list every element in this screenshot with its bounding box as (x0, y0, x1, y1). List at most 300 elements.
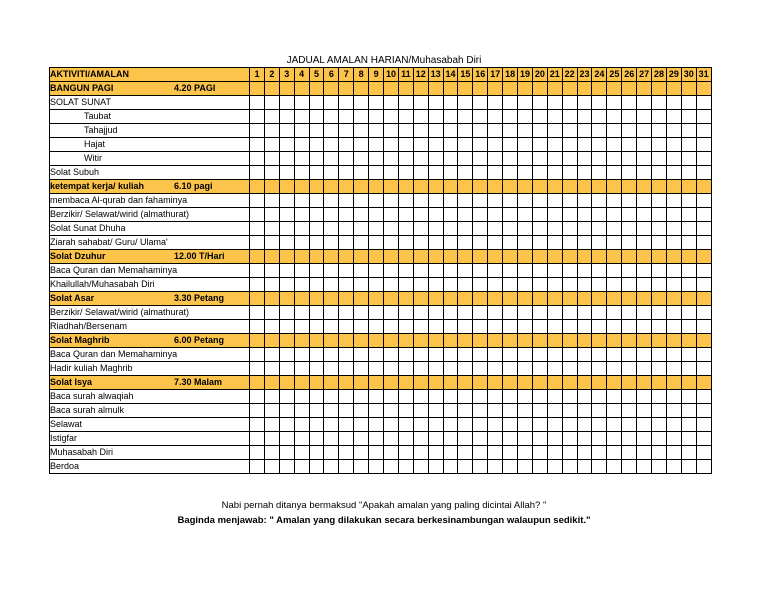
day-checkbox-cell[interactable] (339, 208, 354, 222)
day-checkbox-cell[interactable] (652, 96, 667, 110)
day-checkbox-cell[interactable] (384, 362, 399, 376)
day-checkbox-cell[interactable] (458, 418, 473, 432)
day-checkbox-cell[interactable] (592, 264, 607, 278)
day-checkbox-cell[interactable] (369, 180, 384, 194)
day-checkbox-cell[interactable] (324, 124, 339, 138)
day-checkbox-cell[interactable] (562, 362, 577, 376)
day-checkbox-cell[interactable] (264, 166, 279, 180)
day-checkbox-cell[interactable] (503, 418, 518, 432)
day-checkbox-cell[interactable] (354, 362, 369, 376)
day-checkbox-cell[interactable] (518, 278, 533, 292)
day-checkbox-cell[interactable] (577, 236, 592, 250)
day-checkbox-cell[interactable] (250, 250, 265, 264)
day-checkbox-cell[interactable] (309, 208, 324, 222)
day-checkbox-cell[interactable] (443, 250, 458, 264)
day-checkbox-cell[interactable] (428, 362, 443, 376)
day-checkbox-cell[interactable] (354, 96, 369, 110)
day-checkbox-cell[interactable] (547, 404, 562, 418)
day-checkbox-cell[interactable] (488, 250, 503, 264)
day-checkbox-cell[interactable] (488, 432, 503, 446)
day-checkbox-cell[interactable] (384, 446, 399, 460)
day-checkbox-cell[interactable] (384, 334, 399, 348)
day-checkbox-cell[interactable] (681, 180, 696, 194)
day-checkbox-cell[interactable] (369, 418, 384, 432)
day-checkbox-cell[interactable] (324, 446, 339, 460)
day-checkbox-cell[interactable] (666, 96, 681, 110)
day-checkbox-cell[interactable] (458, 334, 473, 348)
day-checkbox-cell[interactable] (547, 166, 562, 180)
day-checkbox-cell[interactable] (294, 250, 309, 264)
day-checkbox-cell[interactable] (250, 418, 265, 432)
day-checkbox-cell[interactable] (637, 446, 652, 460)
day-checkbox-cell[interactable] (443, 376, 458, 390)
day-checkbox-cell[interactable] (473, 264, 488, 278)
day-checkbox-cell[interactable] (339, 110, 354, 124)
day-checkbox-cell[interactable] (652, 334, 667, 348)
day-checkbox-cell[interactable] (250, 152, 265, 166)
day-checkbox-cell[interactable] (324, 110, 339, 124)
day-checkbox-cell[interactable] (384, 376, 399, 390)
day-checkbox-cell[interactable] (369, 222, 384, 236)
day-checkbox-cell[interactable] (339, 306, 354, 320)
day-checkbox-cell[interactable] (324, 390, 339, 404)
day-checkbox-cell[interactable] (532, 180, 547, 194)
day-checkbox-cell[interactable] (458, 152, 473, 166)
day-checkbox-cell[interactable] (547, 124, 562, 138)
day-checkbox-cell[interactable] (607, 278, 622, 292)
day-checkbox-cell[interactable] (473, 194, 488, 208)
day-checkbox-cell[interactable] (547, 362, 562, 376)
day-checkbox-cell[interactable] (696, 390, 711, 404)
day-checkbox-cell[interactable] (398, 376, 413, 390)
day-checkbox-cell[interactable] (666, 460, 681, 474)
day-checkbox-cell[interactable] (294, 180, 309, 194)
day-checkbox-cell[interactable] (652, 138, 667, 152)
day-checkbox-cell[interactable] (562, 348, 577, 362)
day-checkbox-cell[interactable] (696, 236, 711, 250)
day-checkbox-cell[interactable] (622, 362, 637, 376)
day-checkbox-cell[interactable] (250, 194, 265, 208)
day-checkbox-cell[interactable] (413, 278, 428, 292)
day-checkbox-cell[interactable] (309, 418, 324, 432)
day-checkbox-cell[interactable] (547, 376, 562, 390)
day-checkbox-cell[interactable] (398, 110, 413, 124)
day-checkbox-cell[interactable] (562, 236, 577, 250)
day-checkbox-cell[interactable] (577, 390, 592, 404)
day-checkbox-cell[interactable] (622, 152, 637, 166)
day-checkbox-cell[interactable] (279, 96, 294, 110)
day-checkbox-cell[interactable] (369, 376, 384, 390)
day-checkbox-cell[interactable] (652, 236, 667, 250)
day-checkbox-cell[interactable] (384, 404, 399, 418)
day-checkbox-cell[interactable] (309, 180, 324, 194)
day-checkbox-cell[interactable] (279, 138, 294, 152)
day-checkbox-cell[interactable] (577, 404, 592, 418)
day-checkbox-cell[interactable] (294, 278, 309, 292)
day-checkbox-cell[interactable] (264, 292, 279, 306)
day-checkbox-cell[interactable] (622, 404, 637, 418)
day-checkbox-cell[interactable] (369, 110, 384, 124)
day-checkbox-cell[interactable] (473, 96, 488, 110)
day-checkbox-cell[interactable] (518, 404, 533, 418)
day-checkbox-cell[interactable] (354, 348, 369, 362)
day-checkbox-cell[interactable] (279, 376, 294, 390)
day-checkbox-cell[interactable] (518, 236, 533, 250)
day-checkbox-cell[interactable] (532, 222, 547, 236)
day-checkbox-cell[interactable] (562, 432, 577, 446)
day-checkbox-cell[interactable] (473, 418, 488, 432)
day-checkbox-cell[interactable] (607, 222, 622, 236)
day-checkbox-cell[interactable] (369, 96, 384, 110)
day-checkbox-cell[interactable] (562, 152, 577, 166)
day-checkbox-cell[interactable] (324, 250, 339, 264)
day-checkbox-cell[interactable] (577, 138, 592, 152)
day-checkbox-cell[interactable] (384, 264, 399, 278)
day-checkbox-cell[interactable] (592, 460, 607, 474)
day-checkbox-cell[interactable] (443, 208, 458, 222)
day-checkbox-cell[interactable] (294, 166, 309, 180)
day-checkbox-cell[interactable] (532, 250, 547, 264)
day-checkbox-cell[interactable] (369, 264, 384, 278)
day-checkbox-cell[interactable] (264, 418, 279, 432)
day-checkbox-cell[interactable] (622, 432, 637, 446)
day-checkbox-cell[interactable] (681, 124, 696, 138)
day-checkbox-cell[interactable] (592, 82, 607, 96)
day-checkbox-cell[interactable] (488, 124, 503, 138)
day-checkbox-cell[interactable] (607, 124, 622, 138)
day-checkbox-cell[interactable] (324, 138, 339, 152)
day-checkbox-cell[interactable] (562, 292, 577, 306)
day-checkbox-cell[interactable] (443, 348, 458, 362)
day-checkbox-cell[interactable] (473, 404, 488, 418)
day-checkbox-cell[interactable] (250, 376, 265, 390)
day-checkbox-cell[interactable] (250, 446, 265, 460)
day-checkbox-cell[interactable] (339, 152, 354, 166)
day-checkbox-cell[interactable] (413, 362, 428, 376)
day-checkbox-cell[interactable] (384, 432, 399, 446)
day-checkbox-cell[interactable] (398, 418, 413, 432)
day-checkbox-cell[interactable] (324, 208, 339, 222)
day-checkbox-cell[interactable] (443, 152, 458, 166)
day-checkbox-cell[interactable] (294, 376, 309, 390)
day-checkbox-cell[interactable] (488, 96, 503, 110)
day-checkbox-cell[interactable] (279, 82, 294, 96)
day-checkbox-cell[interactable] (428, 334, 443, 348)
day-checkbox-cell[interactable] (354, 194, 369, 208)
day-checkbox-cell[interactable] (324, 404, 339, 418)
day-checkbox-cell[interactable] (696, 110, 711, 124)
day-checkbox-cell[interactable] (428, 432, 443, 446)
day-checkbox-cell[interactable] (666, 222, 681, 236)
day-checkbox-cell[interactable] (577, 376, 592, 390)
day-checkbox-cell[interactable] (592, 152, 607, 166)
day-checkbox-cell[interactable] (369, 362, 384, 376)
day-checkbox-cell[interactable] (294, 264, 309, 278)
day-checkbox-cell[interactable] (666, 278, 681, 292)
day-checkbox-cell[interactable] (592, 348, 607, 362)
day-checkbox-cell[interactable] (681, 152, 696, 166)
day-checkbox-cell[interactable] (398, 278, 413, 292)
day-checkbox-cell[interactable] (294, 82, 309, 96)
day-checkbox-cell[interactable] (696, 194, 711, 208)
day-checkbox-cell[interactable] (250, 278, 265, 292)
day-checkbox-cell[interactable] (294, 362, 309, 376)
day-checkbox-cell[interactable] (592, 250, 607, 264)
day-checkbox-cell[interactable] (413, 82, 428, 96)
day-checkbox-cell[interactable] (637, 418, 652, 432)
day-checkbox-cell[interactable] (354, 222, 369, 236)
day-checkbox-cell[interactable] (592, 166, 607, 180)
day-checkbox-cell[interactable] (309, 194, 324, 208)
day-checkbox-cell[interactable] (324, 222, 339, 236)
day-checkbox-cell[interactable] (532, 278, 547, 292)
day-checkbox-cell[interactable] (488, 236, 503, 250)
day-checkbox-cell[interactable] (503, 334, 518, 348)
day-checkbox-cell[interactable] (488, 418, 503, 432)
day-checkbox-cell[interactable] (681, 460, 696, 474)
day-checkbox-cell[interactable] (384, 292, 399, 306)
day-checkbox-cell[interactable] (637, 432, 652, 446)
day-checkbox-cell[interactable] (666, 348, 681, 362)
day-checkbox-cell[interactable] (562, 166, 577, 180)
day-checkbox-cell[interactable] (324, 348, 339, 362)
day-checkbox-cell[interactable] (607, 166, 622, 180)
day-checkbox-cell[interactable] (354, 334, 369, 348)
day-checkbox-cell[interactable] (369, 278, 384, 292)
day-checkbox-cell[interactable] (547, 446, 562, 460)
day-checkbox-cell[interactable] (398, 82, 413, 96)
day-checkbox-cell[interactable] (503, 110, 518, 124)
day-checkbox-cell[interactable] (488, 320, 503, 334)
day-checkbox-cell[interactable] (428, 250, 443, 264)
day-checkbox-cell[interactable] (503, 222, 518, 236)
day-checkbox-cell[interactable] (488, 348, 503, 362)
day-checkbox-cell[interactable] (279, 124, 294, 138)
day-checkbox-cell[interactable] (592, 362, 607, 376)
day-checkbox-cell[interactable] (547, 82, 562, 96)
day-checkbox-cell[interactable] (666, 152, 681, 166)
day-checkbox-cell[interactable] (607, 96, 622, 110)
day-checkbox-cell[interactable] (532, 138, 547, 152)
day-checkbox-cell[interactable] (443, 264, 458, 278)
day-checkbox-cell[interactable] (428, 460, 443, 474)
day-checkbox-cell[interactable] (681, 110, 696, 124)
day-checkbox-cell[interactable] (577, 208, 592, 222)
day-checkbox-cell[interactable] (384, 390, 399, 404)
day-checkbox-cell[interactable] (488, 264, 503, 278)
day-checkbox-cell[interactable] (413, 96, 428, 110)
day-checkbox-cell[interactable] (592, 404, 607, 418)
day-checkbox-cell[interactable] (622, 334, 637, 348)
day-checkbox-cell[interactable] (309, 404, 324, 418)
day-checkbox-cell[interactable] (264, 278, 279, 292)
day-checkbox-cell[interactable] (309, 390, 324, 404)
day-checkbox-cell[interactable] (488, 306, 503, 320)
day-checkbox-cell[interactable] (666, 390, 681, 404)
day-checkbox-cell[interactable] (652, 278, 667, 292)
day-checkbox-cell[interactable] (637, 404, 652, 418)
day-checkbox-cell[interactable] (428, 236, 443, 250)
day-checkbox-cell[interactable] (666, 292, 681, 306)
day-checkbox-cell[interactable] (413, 348, 428, 362)
day-checkbox-cell[interactable] (443, 82, 458, 96)
day-checkbox-cell[interactable] (250, 110, 265, 124)
day-checkbox-cell[interactable] (696, 446, 711, 460)
day-checkbox-cell[interactable] (562, 320, 577, 334)
day-checkbox-cell[interactable] (428, 194, 443, 208)
day-checkbox-cell[interactable] (279, 208, 294, 222)
day-checkbox-cell[interactable] (339, 390, 354, 404)
day-checkbox-cell[interactable] (652, 362, 667, 376)
day-checkbox-cell[interactable] (652, 418, 667, 432)
day-checkbox-cell[interactable] (294, 236, 309, 250)
day-checkbox-cell[interactable] (503, 250, 518, 264)
day-checkbox-cell[interactable] (250, 320, 265, 334)
day-checkbox-cell[interactable] (413, 460, 428, 474)
day-checkbox-cell[interactable] (607, 82, 622, 96)
day-checkbox-cell[interactable] (681, 250, 696, 264)
day-checkbox-cell[interactable] (458, 96, 473, 110)
day-checkbox-cell[interactable] (428, 404, 443, 418)
day-checkbox-cell[interactable] (428, 264, 443, 278)
day-checkbox-cell[interactable] (652, 292, 667, 306)
day-checkbox-cell[interactable] (503, 404, 518, 418)
day-checkbox-cell[interactable] (413, 236, 428, 250)
day-checkbox-cell[interactable] (696, 306, 711, 320)
day-checkbox-cell[interactable] (339, 82, 354, 96)
day-checkbox-cell[interactable] (503, 208, 518, 222)
day-checkbox-cell[interactable] (562, 376, 577, 390)
day-checkbox-cell[interactable] (250, 334, 265, 348)
day-checkbox-cell[interactable] (696, 208, 711, 222)
day-checkbox-cell[interactable] (250, 362, 265, 376)
day-checkbox-cell[interactable] (652, 124, 667, 138)
day-checkbox-cell[interactable] (652, 320, 667, 334)
day-checkbox-cell[interactable] (666, 334, 681, 348)
day-checkbox-cell[interactable] (652, 110, 667, 124)
day-checkbox-cell[interactable] (503, 376, 518, 390)
day-checkbox-cell[interactable] (637, 306, 652, 320)
day-checkbox-cell[interactable] (652, 460, 667, 474)
day-checkbox-cell[interactable] (250, 292, 265, 306)
day-checkbox-cell[interactable] (577, 222, 592, 236)
day-checkbox-cell[interactable] (428, 110, 443, 124)
day-checkbox-cell[interactable] (443, 460, 458, 474)
day-checkbox-cell[interactable] (488, 152, 503, 166)
day-checkbox-cell[interactable] (547, 180, 562, 194)
day-checkbox-cell[interactable] (652, 180, 667, 194)
day-checkbox-cell[interactable] (592, 418, 607, 432)
day-checkbox-cell[interactable] (250, 208, 265, 222)
day-checkbox-cell[interactable] (443, 432, 458, 446)
day-checkbox-cell[interactable] (294, 320, 309, 334)
day-checkbox-cell[interactable] (503, 96, 518, 110)
day-checkbox-cell[interactable] (681, 292, 696, 306)
day-checkbox-cell[interactable] (577, 348, 592, 362)
day-checkbox-cell[interactable] (369, 348, 384, 362)
day-checkbox-cell[interactable] (681, 418, 696, 432)
day-checkbox-cell[interactable] (681, 390, 696, 404)
day-checkbox-cell[interactable] (264, 362, 279, 376)
day-checkbox-cell[interactable] (279, 292, 294, 306)
day-checkbox-cell[interactable] (250, 236, 265, 250)
day-checkbox-cell[interactable] (547, 250, 562, 264)
day-checkbox-cell[interactable] (473, 460, 488, 474)
day-checkbox-cell[interactable] (562, 264, 577, 278)
day-checkbox-cell[interactable] (696, 180, 711, 194)
day-checkbox-cell[interactable] (473, 208, 488, 222)
day-checkbox-cell[interactable] (532, 264, 547, 278)
day-checkbox-cell[interactable] (547, 278, 562, 292)
day-checkbox-cell[interactable] (458, 460, 473, 474)
day-checkbox-cell[interactable] (339, 348, 354, 362)
day-checkbox-cell[interactable] (473, 180, 488, 194)
day-checkbox-cell[interactable] (681, 362, 696, 376)
day-checkbox-cell[interactable] (592, 180, 607, 194)
day-checkbox-cell[interactable] (384, 124, 399, 138)
day-checkbox-cell[interactable] (354, 292, 369, 306)
day-checkbox-cell[interactable] (324, 334, 339, 348)
day-checkbox-cell[interactable] (309, 446, 324, 460)
day-checkbox-cell[interactable] (562, 334, 577, 348)
day-checkbox-cell[interactable] (458, 320, 473, 334)
day-checkbox-cell[interactable] (250, 82, 265, 96)
day-checkbox-cell[interactable] (637, 124, 652, 138)
day-checkbox-cell[interactable] (324, 460, 339, 474)
day-checkbox-cell[interactable] (369, 292, 384, 306)
day-checkbox-cell[interactable] (592, 432, 607, 446)
day-checkbox-cell[interactable] (488, 222, 503, 236)
day-checkbox-cell[interactable] (250, 348, 265, 362)
day-checkbox-cell[interactable] (324, 292, 339, 306)
day-checkbox-cell[interactable] (473, 334, 488, 348)
day-checkbox-cell[interactable] (354, 320, 369, 334)
day-checkbox-cell[interactable] (503, 348, 518, 362)
day-checkbox-cell[interactable] (652, 390, 667, 404)
day-checkbox-cell[interactable] (398, 138, 413, 152)
day-checkbox-cell[interactable] (413, 320, 428, 334)
day-checkbox-cell[interactable] (473, 376, 488, 390)
day-checkbox-cell[interactable] (577, 362, 592, 376)
day-checkbox-cell[interactable] (398, 320, 413, 334)
day-checkbox-cell[interactable] (264, 96, 279, 110)
day-checkbox-cell[interactable] (458, 362, 473, 376)
day-checkbox-cell[interactable] (607, 306, 622, 320)
day-checkbox-cell[interactable] (637, 166, 652, 180)
day-checkbox-cell[interactable] (279, 362, 294, 376)
day-checkbox-cell[interactable] (384, 194, 399, 208)
day-checkbox-cell[interactable] (458, 166, 473, 180)
day-checkbox-cell[interactable] (354, 432, 369, 446)
day-checkbox-cell[interactable] (488, 334, 503, 348)
day-checkbox-cell[interactable] (622, 390, 637, 404)
day-checkbox-cell[interactable] (458, 264, 473, 278)
day-checkbox-cell[interactable] (294, 432, 309, 446)
day-checkbox-cell[interactable] (369, 460, 384, 474)
day-checkbox-cell[interactable] (652, 404, 667, 418)
day-checkbox-cell[interactable] (369, 152, 384, 166)
day-checkbox-cell[interactable] (666, 166, 681, 180)
day-checkbox-cell[interactable] (398, 390, 413, 404)
day-checkbox-cell[interactable] (294, 124, 309, 138)
day-checkbox-cell[interactable] (354, 460, 369, 474)
day-checkbox-cell[interactable] (592, 446, 607, 460)
day-checkbox-cell[interactable] (458, 110, 473, 124)
day-checkbox-cell[interactable] (518, 320, 533, 334)
day-checkbox-cell[interactable] (622, 222, 637, 236)
day-checkbox-cell[interactable] (607, 446, 622, 460)
day-checkbox-cell[interactable] (309, 320, 324, 334)
